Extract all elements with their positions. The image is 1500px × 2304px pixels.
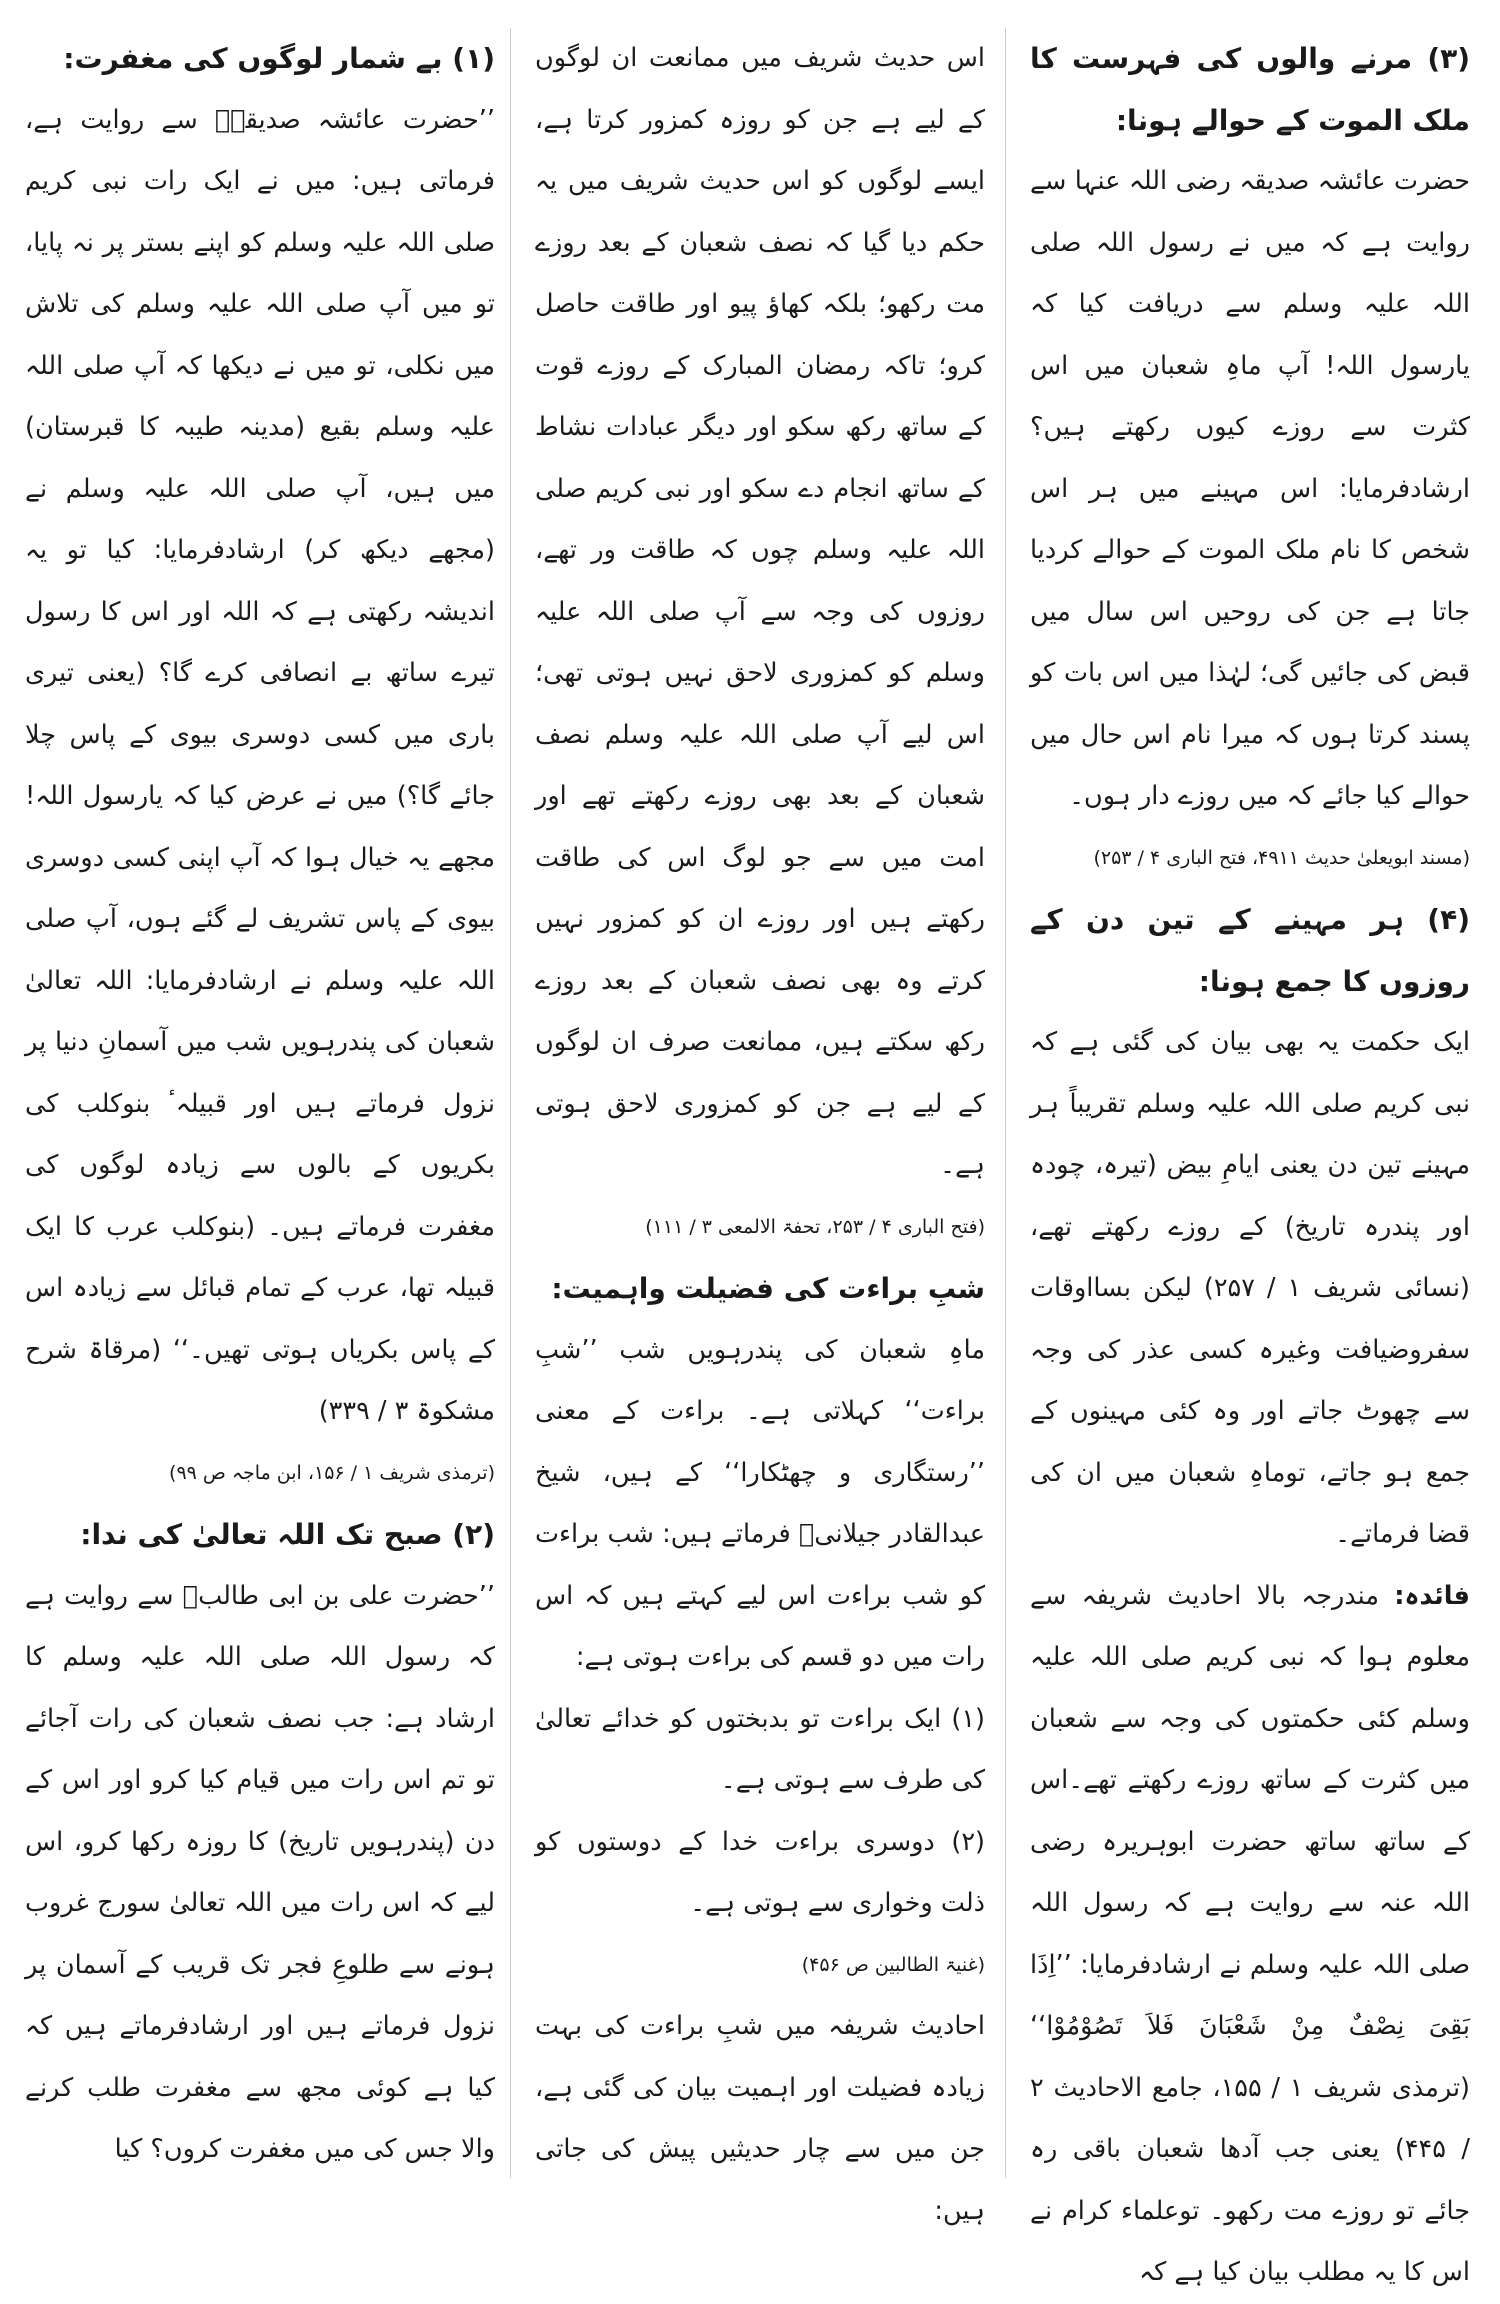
- list-item: (۲) دوسری براءت خدا کے دوستوں کو ذلت وخواری سے ہوتی ہے۔: [535, 1826, 985, 1918]
- section-heading: (۴) ہر مہینے کے تین دن کے روزوں کا جمع ہونا:: [1030, 903, 1470, 998]
- list-item: (۱) ایک براءت تو بدبختوں کو خدائے تعالیٰ کی طرف سے ہوتی ہے۔: [535, 1703, 985, 1795]
- left-column: [25, 28, 495, 2181]
- reference: (ترمذی شریف ۱ / ۱۵۶، ابن ماجہ ص ۹۹): [169, 1461, 495, 1484]
- section-heading: (۳) مرنے والوں کی فہرست کا ملک الموت کے حوالے ہونا:: [1030, 42, 1470, 137]
- middle-column: [535, 28, 985, 2242]
- paragraph: ’’حضرت علی بن ابی طالبؓ سے روایت ہے کہ رسول اللہ صلی اللہ علیہ وسلم کا ارشاد ہے: جب نصف شعبان کی رات آجائے تو تم اس رات میں قیام کیا کرو اور اس کے دن (پندرہویں تاریخ) کا روزہ رکھا کرو، اس لیے کہ اس رات میں اللہ تعالیٰ سورج غروب ہونے سے طلوعِ فجر تک قریب کے آسمان پر نزول فرماتے ہیں اور ارشادفرماتے ہیں کہ کیا ہے کوئی مجھ سے مغفرت طلب کرنے والا جس کی میں مغفرت کروں؟ کیا: [25, 1580, 495, 2164]
- right-column: [1030, 28, 1470, 2304]
- paragraph: ماہِ شعبان کی پندرہویں شب ’’شبِ براءت‘‘ کہلاتی ہے۔ براءت کے معنی ’’رستگاری و چھٹکارا‘‘ کے ہیں، شیخ عبدالقادر جیلانیؒ فرماتے ہیں: شب براءت کو شب براءت اس لیے کہتے ہیں کہ اس رات میں دو قسم کی براءت ہوتی ہے:: [535, 1334, 985, 1672]
- column-divider: [510, 28, 511, 2178]
- reference: (غنیۃ الطالبین ص ۴۵۶): [801, 1953, 985, 1976]
- section-heading: (۲) صبح تک اللہ تعالیٰ کی ندا:: [80, 1518, 495, 1551]
- section-heading: شبِ براءت کی فضیلت واہمیت:: [551, 1272, 985, 1305]
- column-divider: [1005, 28, 1006, 2178]
- paragraph: احادیث شریفہ میں شبِ براءت کی بہت زیادہ فضیلت اور اہمیت بیان کی گئی ہے، جن میں سے چار حدیثیں پیش کی جاتی ہیں:: [535, 2011, 985, 2226]
- reference: (مسند ابویعلیٰ حدیث ۴۹۱۱، فتح الباری ۴ / ۲۵۳): [1093, 846, 1470, 869]
- paragraph: ایک حکمت یہ بھی بیان کی گئی ہے کہ نبی کریم صلی اللہ علیہ وسلم تقریباً ہر مہینے تین دن یعنی ایامِ بیض (تیرہ، چودہ اور پندرہ تاریخ) کے روزے رکھتے تھے، (نسائی شریف ۱ / ۲۵۷) لیکن بسااوقات سفروضیافت وغیرہ کسی عذر کی وجہ سے چھوٹ جاتے اور وہ کئی مہینوں کے جمع ہو جاتے، توماہِ شعبان میں ان کی قضا فرماتے۔: [1030, 1027, 1470, 1549]
- paragraph: حضرت عائشہ صدیقہ رضی اللہ عنہا سے روایت ہے کہ میں نے رسول اللہ صلی اللہ علیہ وسلم سے دریافت کیا کہ یارسول اللہ! آپ ماہِ شعبان میں اس کثرت سے روزے کیوں رکھتے ہیں؟ ارشادفرمایا: اس مہینے میں ہر اس شخص کا نام ملک الموت کے حوالے کردیا جاتا ہے جن کی روحیں اس سال میں قبض کی جائیں گی؛ لہٰذا میں اس بات کو پسند کرتا ہوں کہ میرا نام اس حال میں حوالے کیا جائے کہ میں روزے دار ہوں۔: [1030, 166, 1470, 811]
- note-text: مندرجہ بالا احادیث شریفہ سے معلوم ہوا کہ نبی کریم صلی اللہ علیہ وسلم کئی حکمتوں کی وجہ سے شعبان میں کثرت کے ساتھ روزے رکھتے تھے۔اس کے ساتھ ساتھ حضرت ابوہریرہ رضی اللہ عنہ سے روایت ہے کہ رسول اللہ صلی اللہ علیہ وسلم نے ارشادفرمایا: ’’اِذَا بَقِیَ نِصْفٌ مِنْ شَعْبَانَ فَلاَ تَصُوْمُوْا‘‘ (ترمذی شریف ۱ / ۱۵۵، جامع الاحادیث ۲ / ۴۴۵) یعنی جب آدھا شعبان باقی رہ جائے تو روزے مت رکھو۔ توعلماء کرام نے اس کا یہ مطلب بیان کیا ہے کہ: [1030, 1580, 1470, 2287]
- paragraph: اس حدیث شریف میں ممانعت ان لوگوں کے لیے ہے جن کو روزہ کمزور کرتا ہے، ایسے لوگوں کو اس حدیث شریف میں یہ حکم دیا گیا کہ نصف شعبان کے بعد روزے مت رکھو؛ بلکہ کھاؤ پیو اور طاقت حاصل کرو؛ تاکہ رمضان المبارک کے روزے قوت کے ساتھ رکھ سکو اور دیگر عبادات نشاط کے ساتھ انجام دے سکو اور نبی کریم صلی اللہ علیہ وسلم چوں کہ طاقت ور تھے، روزوں کی وجہ سے آپ صلی اللہ علیہ وسلم کو کمزوری لاحق نہیں ہوتی تھی؛ اس لیے آپ صلی اللہ علیہ وسلم نصف شعبان کے بعد بھی روزے رکھتے تھے اور امت میں سے جو لوگ اس کی طاقت رکھتے ہیں اور روزے ان کو کمزور نہیں کرتے وہ بھی نصف شعبان کے بعد روزے رکھ سکتے ہیں، ممانعت صرف ان لوگوں کے لیے ہے جن کو کمزوری لاحق ہوتی ہے۔: [535, 43, 985, 1180]
- section-heading: (۱) بے شمار لوگوں کی مغفرت:: [63, 42, 495, 75]
- note-label: فائدہ:: [1394, 1580, 1470, 1611]
- paragraph: [1030, 1566, 1470, 2304]
- reference: (فتح الباری ۴ / ۲۵۳، تحفۃ الالمعی ۳ / ۱۱۱): [645, 1215, 985, 1238]
- paragraph: ’’حضرت عائشہ صدیقہؓ سے روایت ہے، فرماتی ہیں: میں نے ایک رات نبی کریم صلی اللہ علیہ وسلم کو اپنے بستر پر نہ پایا، تو میں آپ صلی اللہ علیہ وسلم کی تلاش میں نکلی، تو میں نے دیکھا کہ آپ صلی اللہ علیہ وسلم بقیع (مدینہ طیبہ کا قبرستان) میں ہیں، آپ صلی اللہ علیہ وسلم نے (مجھے دیکھ کر) ارشادفرمایا: کیا تو یہ اندیشہ رکھتی ہے کہ اللہ اور اس کا رسول تیرے ساتھ بے انصافی کرے گا؟ (یعنی تیری باری میں کسی دوسری بیوی کے پاس چلا جائے گا؟) میں نے عرض کیا کہ یارسول اللہ! مجھے یہ خیال ہوا کہ آپ اپنی کسی دوسری بیوی کے پاس تشریف لے گئے ہوں، آپ صلی اللہ علیہ وسلم نے ارشادفرمایا: اللہ تعالیٰ شعبان کی پندرہویں شب میں آسمانِ دنیا پر نزول فرماتے ہیں اور قبیلہٴ بنوکلب کی بکریوں کے بالوں سے زیادہ لوگوں کی مغفرت فرماتے ہیں۔ (بنوکلب عرب کا ایک قبیلہ تھا، عرب کے تمام قبائل سے زیادہ اس کے پاس بکریاں ہوتی تھیں۔‘‘ (مرقاۃ شرح مشکوۃ ۳ / ۳۳۹): [25, 104, 495, 1426]
